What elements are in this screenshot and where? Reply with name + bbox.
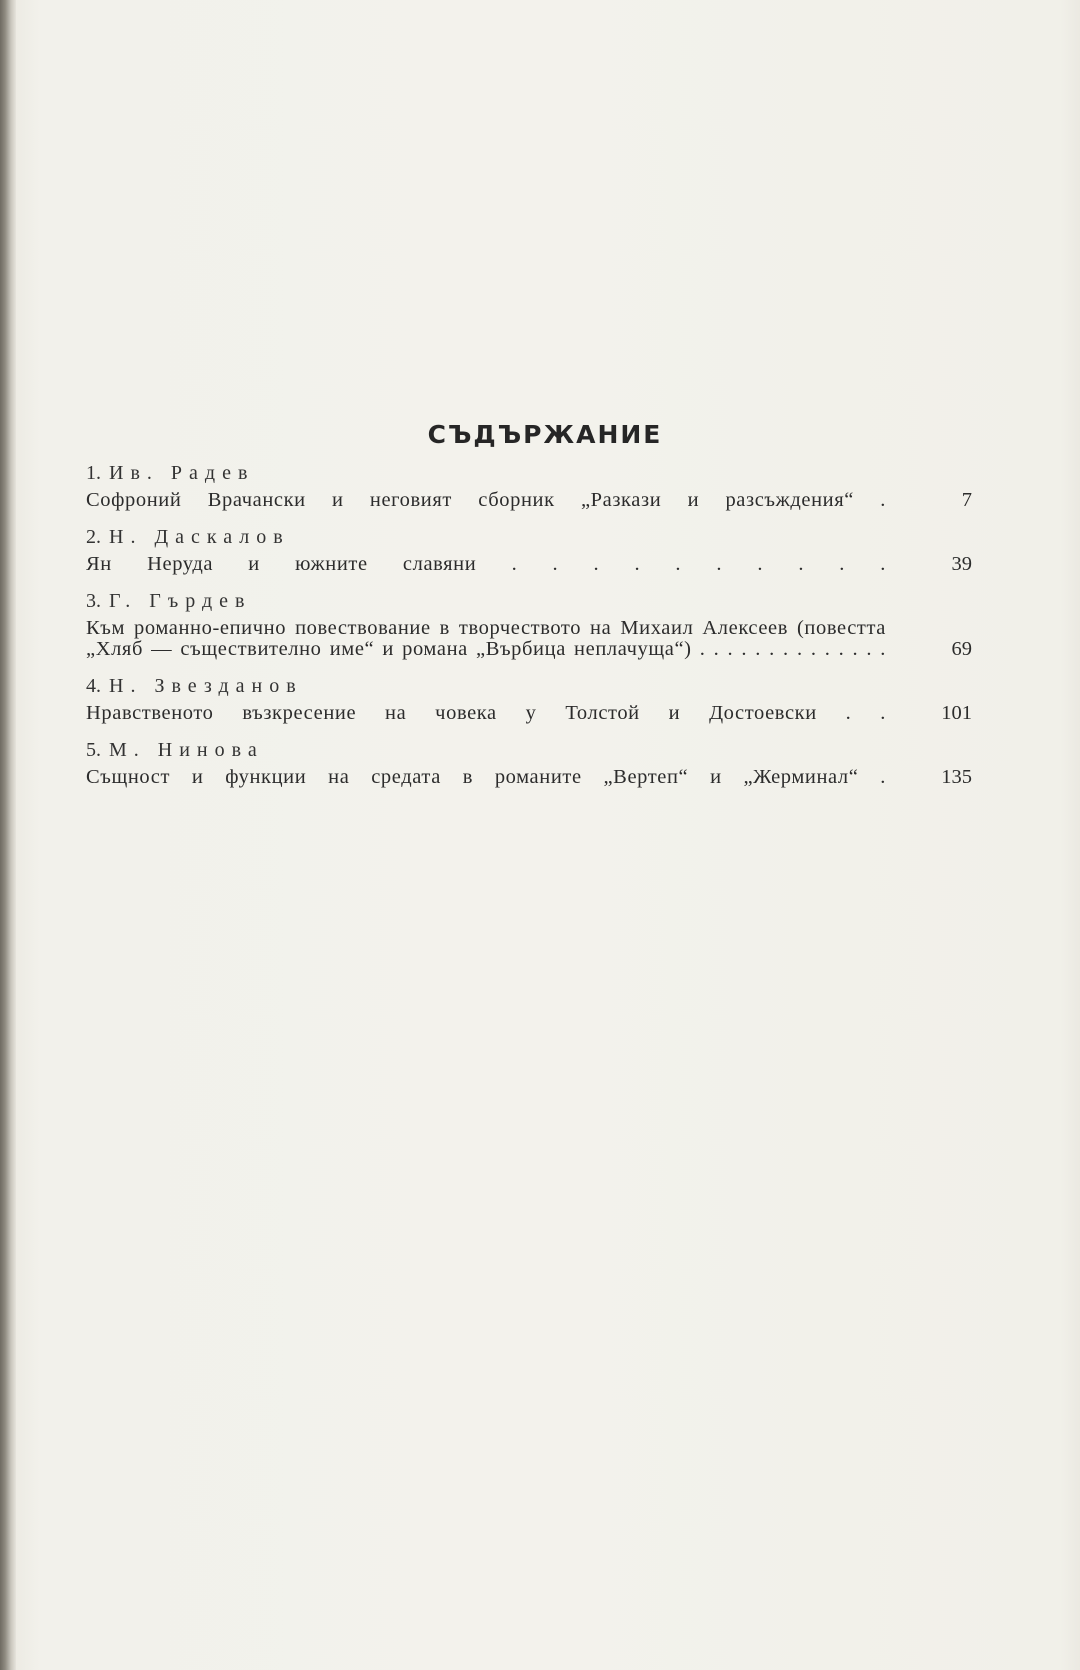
entry-title-row (86, 618, 974, 660)
toc-entry-5 (86, 738, 974, 788)
entry-author-line (86, 738, 974, 762)
entry-page-number: 39 (951, 553, 972, 575)
entry-number: 5. (86, 739, 101, 761)
entry-page-number: 101 (941, 702, 972, 724)
entry-title: Ян Неруда и южните славяни . . . . . . . . . . (86, 553, 886, 575)
entry-title: Същност и функции на средата в романите „Вертеп“ и „Жерминал“ . (86, 766, 886, 788)
toc-entry-3 (86, 589, 974, 660)
entry-page-number: 135 (941, 766, 972, 788)
entry-author: Ив. Радев (109, 462, 255, 484)
entry-title-row (86, 554, 974, 575)
entry-page-number: 7 (961, 489, 972, 511)
entry-author-line (86, 525, 974, 549)
entry-author-line (86, 461, 974, 485)
entry-number: 3. (86, 590, 101, 612)
entry-author: Н. Даскалов (109, 526, 290, 548)
toc-heading: СЪДЪРЖАНИЕ (427, 420, 663, 449)
entry-number: 2. (86, 526, 101, 548)
entry-author: Г. Гърдев (109, 590, 252, 612)
entry-page-number: 69 (951, 638, 972, 660)
entry-number: 1. (86, 462, 101, 484)
toc-entry-1 (86, 461, 974, 511)
entry-title-row (86, 767, 974, 788)
toc-entry-4 (86, 674, 974, 724)
page-binding-edge (0, 0, 16, 1670)
entry-author-line (86, 674, 974, 698)
entry-author: М. Нинова (109, 739, 264, 761)
table-of-contents (86, 420, 974, 802)
entry-title: Софроний Врачански и неговият сборник „Разкази и разсъждения“ . (86, 489, 886, 511)
entry-title-row (86, 703, 974, 724)
entry-number: 4. (86, 675, 101, 697)
entry-author: Н. Звезданов (109, 675, 303, 697)
entry-title: Към романно-епично повествование в творчеството на Михаил Алексеев (повестта „Хляб — съществително име“ и романа „Върбица неплачуща“) . . . . . . . . . . . . . . (86, 617, 886, 660)
toc-entry-2 (86, 525, 974, 575)
entry-title: Нравственото възкресение на човека у Толстой и Достоевски . . (86, 702, 886, 724)
entry-title-row (86, 490, 974, 511)
entry-author-line (86, 589, 974, 613)
